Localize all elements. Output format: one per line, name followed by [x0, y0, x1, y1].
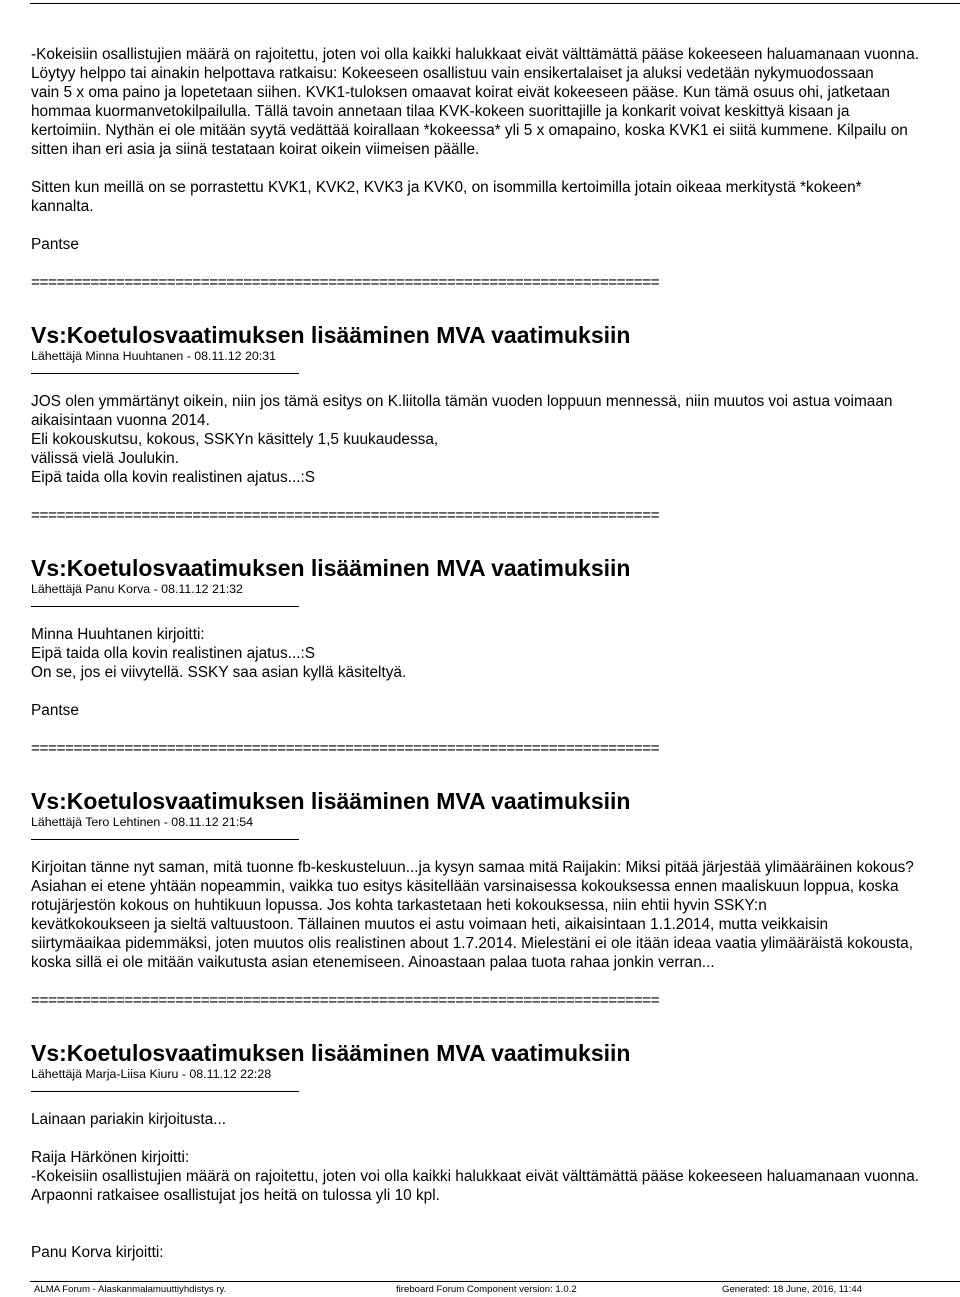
text-line: välissä vielä Joulukin. — [31, 450, 179, 467]
document-body — [31, 45, 960, 1262]
text-line: kevätkokoukseen ja sieltä valtuustoon. Tällainen muutos ei astu voimaan heti, aikaisintaan 1.1.2014, mutta veikkaisin — [31, 916, 829, 933]
post-title: Vs:Koetulosvaatimuksen lisääminen MVA vaatimuksiin — [31, 788, 631, 814]
text-line: Asiahan ei etene yhtään nopeammin, vaikka tuo esitys käsitellään varsinaisessa kokouksessa ennen maaliskuun loppua, koska — [31, 878, 899, 895]
text-line: Kirjoitan tänne nyt saman, mitä tuonne fb-keskusteluun...ja kysyn samaa mitä Raijakin: Miksi pitää järjestää ylimääräinen kokous? — [31, 859, 914, 876]
text-line: Eli kokouskutsu, kokous, SSKYn käsittely 1,5 kuukaudessa, — [31, 431, 439, 448]
post — [31, 321, 960, 525]
text-line: rotujärjestön kokous on huhtikuun lopussa. Jos kohta tarkastetaan heti kokouksessa, niin ehtii hyvin SSKY:n — [31, 897, 767, 914]
separator: ========================================================================== — [31, 274, 660, 291]
signature: Pantse — [31, 702, 79, 719]
text-line: Minna Huuhtanen kirjoitti: — [31, 626, 205, 643]
text-line: kannalta. — [31, 198, 94, 215]
text-line: aikaisintaan vuonna 2014. — [31, 412, 210, 429]
text-line: -Kokeisiin osallistujien määrä on rajoitettu, joten voi olla kaikki halukkaat eivät välttämättä pääse kokeeseen haluamanaan vuonna. — [31, 46, 920, 63]
top-rule — [30, 3, 960, 4]
signature: Pantse — [31, 236, 79, 253]
text-line: sitten ihan eri asia ja siinä testataan koirat oikein viimeisen päälle. — [31, 141, 480, 158]
text-line: Lainaan pariakin kirjoitusta... — [31, 1111, 227, 1128]
text-line: Eipä taida olla kovin realistinen ajatus...:S — [31, 469, 316, 486]
post-meta: Lähettäjä Marja-Liisa Kiuru - 08.11.12 22:28 — [31, 1067, 272, 1081]
footer-site: ALMA Forum - Alaskanmalamuuttiyhdistys ry. — [34, 1284, 227, 1295]
post — [31, 787, 960, 1010]
text-line: Eipä taida olla kovin realistinen ajatus...:S — [31, 645, 316, 662]
separator: ========================================================================== — [31, 507, 660, 524]
text-line: Sitten kun meillä on se porrastettu KVK1, KVK2, KVK3 ja KVK0, on isommilla kertoimilla jotain oikeaa merkitystä *kokeen* — [31, 179, 862, 196]
intro-text — [31, 45, 960, 292]
footer-generated: Generated: 18 June, 2016, 11:44 — [722, 1284, 863, 1295]
text-line: Raija Härkönen kirjoitti: — [31, 1149, 190, 1166]
footer-rule — [30, 1281, 960, 1282]
text-line: kertoimiin. Nythän ei ole mitään syytä vedättää koirallaan *kokeessa* yli 5 x omapaino, koska KVK1 ei siitä kummene. Kilpailu on — [31, 122, 908, 139]
post — [31, 1039, 960, 1262]
post-meta: Lähettäjä Tero Lehtinen - 08.11.12 21:54 — [31, 815, 254, 829]
post-title: Vs:Koetulosvaatimuksen lisääminen MVA vaatimuksiin — [31, 1040, 631, 1066]
text-line: Panu Korva kirjoitti: — [31, 1244, 164, 1261]
post-title: Vs:Koetulosvaatimuksen lisääminen MVA vaatimuksiin — [31, 555, 631, 581]
text-line: Löytyy helppo tai ainakin helpottava ratkaisu: Kokeeseen osallistuu vain ensikertalaiset ja aluksi vedetään nykymuodossaan — [31, 65, 874, 82]
text-line: JOS olen ymmärtänyt oikein, niin jos tämä esitys on K.liitolla tämän vuoden loppuun mennessä, niin muutos voi astua voimaan — [31, 393, 893, 410]
post-meta: Lähettäjä Minna Huuhtanen - 08.11.12 20:31 — [31, 349, 277, 363]
text-line: Arpaonni ratkaisee osallistujat jos heitä on tulossa yli 10 kpl. — [31, 1187, 440, 1204]
post-meta: Lähettäjä Panu Korva - 08.11.12 21:32 — [31, 582, 243, 596]
text-line: On se, jos ei viivytellä. SSKY saa asian kyllä käsiteltyä. — [31, 664, 407, 681]
post-title: Vs:Koetulosvaatimuksen lisääminen MVA vaatimuksiin — [31, 322, 631, 348]
footer-component: fireboard Forum Component version: 1.0.2 — [396, 1284, 577, 1295]
separator: ========================================================================== — [31, 992, 660, 1009]
separator: ========================================================================== — [31, 740, 660, 757]
text-line: vain 5 x oma paino ja lopetetaan siihen. KVK1-tuloksen omaavat koirat eivät kokeeseen pääse. Kun tämä osuus ohi, jatketaan — [31, 84, 890, 101]
text-line: -Kokeisiin osallistujien määrä on rajoitettu, joten voi olla kaikki halukkaat eivät välttämättä pääse kokeeseen haluamanaan vuonna. — [31, 1168, 920, 1185]
post — [31, 554, 960, 758]
text-line: koska sillä ei ole mitään vaikutusta asian etenemiseen. Ainoastaan palaa tuota rahaa jonkin verran... — [31, 954, 715, 971]
text-line: hommaa kuormanvetokilpailulla. Tällä tavoin annetaan tilaa KVK-kokeen suorittajille ja konkarit voivat keskittyä kisaan ja — [31, 103, 850, 120]
text-line: siirtymäaikaa pidemmäksi, joten muutos olis realistinen about 1.7.2014. Mielestäni ei ole itään ideaa vaatia ylimääräistä kokousta, — [31, 935, 914, 952]
